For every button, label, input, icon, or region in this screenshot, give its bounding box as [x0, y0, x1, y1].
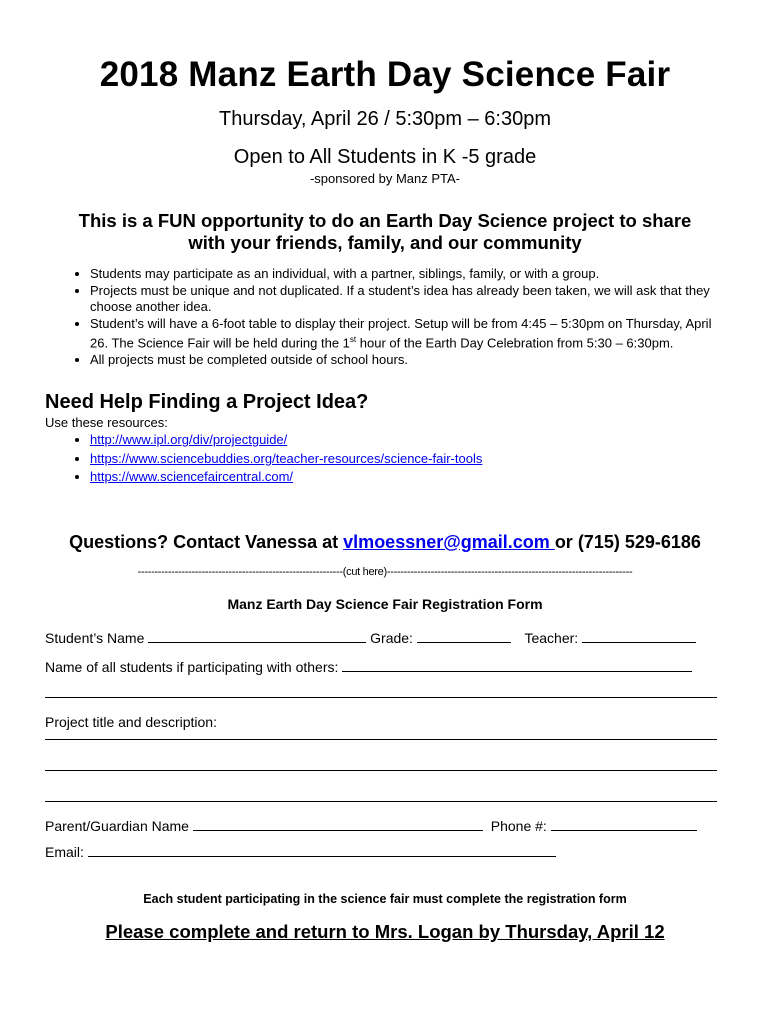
student-name-label: Student’s Name — [45, 629, 145, 646]
email-label: Email: — [45, 843, 84, 860]
parent-field[interactable] — [193, 817, 483, 831]
rule-item: • Projects must be unique and not duplicated. If a student’s idea has already been taken, we will ask that they choose another idea. — [90, 283, 725, 316]
help-heading: Need Help Finding a Project Idea? — [45, 391, 369, 414]
event-audience: Open to All Students in K -5 grade — [233, 146, 537, 168]
cut-dashes-left: ------------------------------------------------------------- — [137, 565, 343, 578]
intro-heading-line1: This is a FUN opportunity to do an Earth Day Science project to share — [78, 210, 692, 231]
sponsor-line: -sponsored by Manz PTA- — [309, 171, 461, 186]
resource-item — [90, 450, 725, 469]
others-field-line2[interactable] — [45, 696, 717, 698]
cut-label: (cut here) — [342, 565, 387, 578]
project-label: Project title and description: — [45, 713, 217, 730]
project-row — [45, 713, 725, 731]
email-row — [45, 843, 725, 861]
rule-text: Student’s will have a 6-foot table to display their project. Setup will be from 4:45 – 5:30pm on Thursday, April 26. The Science Fair will be held during the 1 — [90, 315, 712, 351]
rules-list — [45, 266, 725, 368]
project-field-line1[interactable] — [45, 738, 717, 740]
contact-prefix: Questions? Contact Vanessa at — [69, 531, 344, 552]
phone-label: Phone #: — [490, 817, 547, 834]
others-label: Name of all students if participating with others: — [45, 658, 339, 675]
form-title: Manz Earth Day Science Fair Registration Form — [227, 595, 543, 612]
phone-field[interactable] — [551, 817, 697, 831]
resources-intro: Use these resources: — [45, 415, 168, 431]
project-field-line3[interactable] — [45, 800, 717, 802]
grade-field[interactable] — [417, 629, 511, 643]
return-instructions: Please complete and return to Mrs. Logan by Thursday, April 12 — [105, 920, 665, 942]
teacher-field[interactable] — [582, 629, 696, 643]
page-title: 2018 Manz Earth Day Science Fair — [99, 55, 671, 94]
resource-link-sciencebuddies[interactable]: https://www.sciencebuddies.org/teacher-resources/science-fair-tools — [90, 450, 483, 466]
contact-email-link[interactable]: vlmoessner@gmail.com — [343, 531, 555, 552]
others-field[interactable] — [342, 658, 692, 672]
rule-item: • All projects must be completed outside of school hours. — [90, 352, 725, 369]
student-name-field[interactable] — [148, 629, 366, 643]
contact-phone: or (715) 529-6186 — [554, 531, 701, 552]
intro-heading — [45, 210, 725, 254]
grade-label: Grade: — [370, 629, 413, 646]
resource-link-ipl[interactable]: http://www.ipl.org/div/projectguide/ — [90, 432, 288, 448]
resource-links — [45, 431, 725, 487]
student-row — [45, 629, 725, 647]
rule-item: • Students may participate as an individual, with a partner, siblings, family, or with a group. — [90, 266, 725, 283]
teacher-label: Teacher: — [524, 629, 579, 646]
cut-line — [45, 565, 725, 579]
event-date-time: Thursday, April 26 / 5:30pm – 6:30pm — [218, 108, 552, 130]
parent-label: Parent/Guardian Name — [45, 817, 189, 834]
cut-dashes-right: ------------------------------------------------------------------------- — [386, 565, 633, 578]
project-field-line2[interactable] — [45, 769, 717, 771]
resource-item — [90, 431, 725, 450]
rule-item — [90, 316, 725, 352]
ordinal-suffix: st — [349, 335, 357, 344]
registration-note: Each student participating in the science fair must complete the registration form — [143, 891, 627, 906]
resource-link-sciencefaircentral[interactable]: https://www.sciencefaircentral.com/ — [90, 469, 294, 485]
parent-row — [45, 817, 725, 835]
resource-item — [90, 468, 725, 487]
rule-text-tail: hour of the Earth Day Celebration from 5:30 – 6:30pm. — [356, 335, 674, 351]
email-field[interactable] — [88, 843, 556, 857]
others-row — [45, 658, 725, 676]
contact-line — [45, 531, 725, 553]
intro-heading-line2: with your friends, family, and our community — [188, 232, 582, 253]
